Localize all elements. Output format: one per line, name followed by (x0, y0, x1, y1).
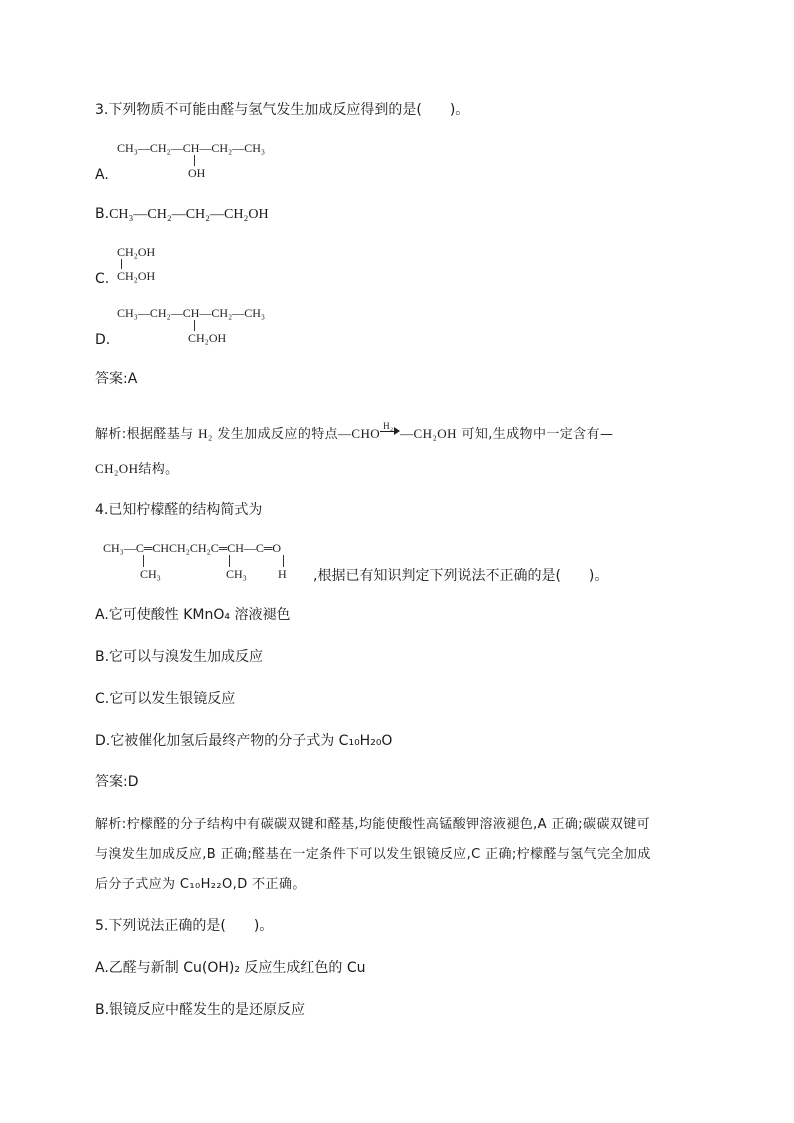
q4-branch-1: CH₃ (140, 567, 161, 581)
q3-answer: 答案:A (95, 371, 138, 387)
q3-number: 3 (95, 102, 104, 118)
q3-explanation-line2: CH₂OH结构。 (95, 461, 179, 477)
q4-explanation-line2: 与溴发生加成反应,B 正确;醛基在一定条件下可以发生银镜反应,C 正确;柠檬醛与氢气完全加成 (95, 847, 651, 862)
q4-stem: 4.已知柠檬醛的结构简式为 (95, 502, 263, 518)
q3-stem: 3.下列物质不可能由醛与氢气发生加成反应得到的是( )。 (95, 102, 470, 118)
q4-bond-1 (143, 555, 144, 567)
q4-explanation-line1: 解析:柠檬醛的分子结构中有碳碳双键和醛基,均能使酸性高锰酸钾溶液褪色,A 正确;碳碳双键可 (95, 817, 651, 832)
q3-optA-chain: CH₃—CH₂—CH—CH₂—CH₃ (117, 141, 266, 155)
q4-branch-2: CH₃ (226, 567, 247, 581)
q3-optD-label: D. (95, 332, 111, 348)
q4-optA: A.它可使酸性 KMnO₄ 溶液褪色 (95, 607, 291, 623)
q4-bond-3 (283, 555, 284, 567)
q3-optA-bond (194, 155, 195, 166)
q5-optA: A.乙醛与新制 Cu(OH)₂ 反应生成红色的 Cu (95, 960, 366, 976)
q3-explanation-line1: 解析:根据醛基与 H₂ 发生加成反应的特点—CHO H₂ —CH₂OH 可知,生成物中一定含有— (95, 421, 614, 442)
q4-explanation-line3: 后分子式应为 C₁₀H₂₂O,D 不正确。 (95, 877, 306, 892)
q3-optD-branch: CH₂OH (188, 331, 227, 345)
q4-branch-3: H (278, 567, 287, 581)
q4-bond-2 (229, 555, 230, 567)
q4-structure-chain: CH₃—C═CHCH₂CH₂C═CH—C═O (103, 541, 282, 555)
q3-optB: B.CH₃—CH₂—CH₂—CH₂OH (95, 206, 269, 222)
q4-optD: D.它被催化加氢后最终产物的分子式为 C₁₀H₂₀O (95, 733, 393, 749)
q3-optC-bond (121, 259, 122, 269)
q3-optD-chain: CH₃—CH₂—CH—CH₂—CH₃ (117, 306, 266, 320)
q3-optC-top: CH₂OH (117, 245, 156, 259)
q5-number: 5 (95, 918, 104, 934)
q3-optA-label: A. (95, 167, 109, 183)
q5-optB: B.银镜反应中醛发生的是还原反应 (95, 1002, 306, 1018)
q3-optA-branch: OH (188, 166, 206, 180)
q5-stem: 5.下列说法正确的是( )。 (95, 918, 274, 934)
q4-optB: B.它可以与溴发生加成反应 (95, 649, 264, 665)
q3-optC-label: C. (95, 271, 110, 287)
q4-answer: 答案:D (95, 774, 139, 790)
q4-question: ,根据已有知识判定下列说法不正确的是( )。 (313, 568, 609, 584)
q4-number: 4 (95, 502, 104, 518)
q3-optD-bond (194, 320, 195, 331)
q4-optC: C.它可以发生银镜反应 (95, 691, 236, 707)
q3-optC-bottom: CH₂OH (117, 269, 156, 283)
reaction-arrow-icon: H₂ (380, 426, 400, 436)
